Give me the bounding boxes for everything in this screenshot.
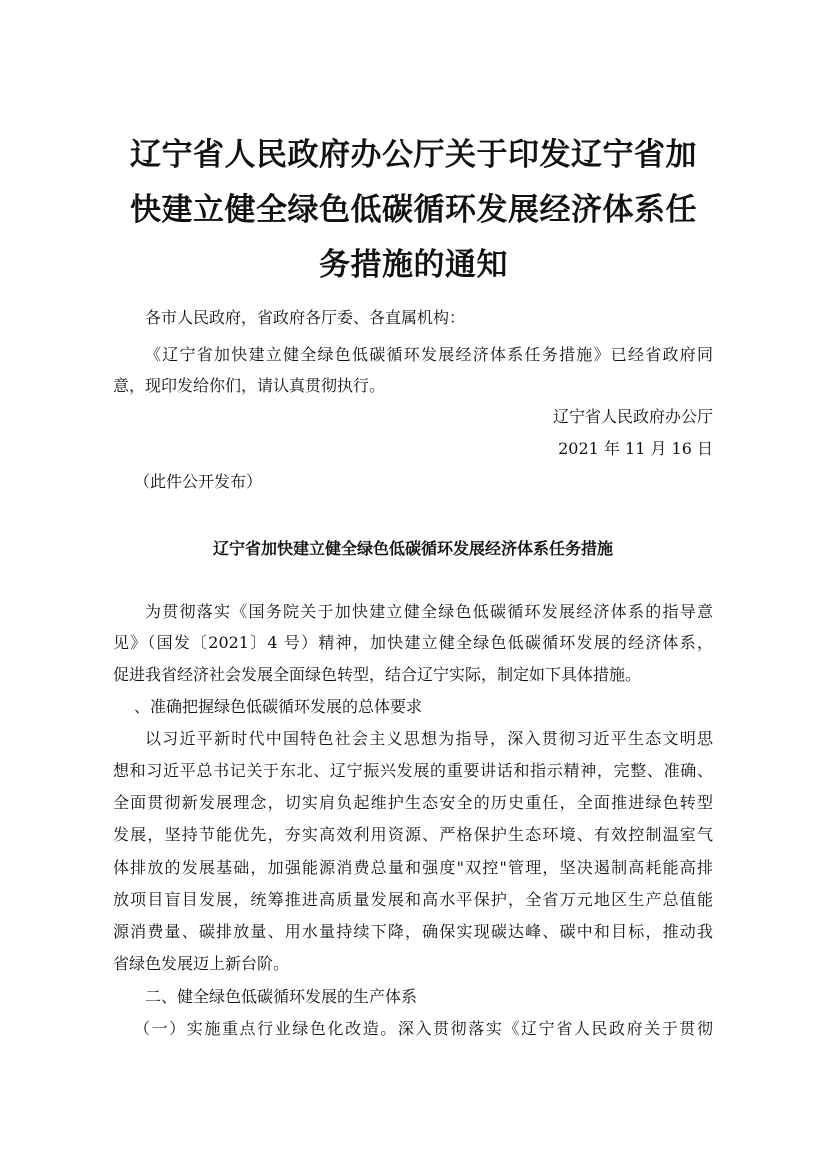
section-1-heading: 、准确把握绿色低碳循环发展的总体要求	[134, 697, 423, 716]
intro-line-2: 见》（国发〔2021〕4 号）精神，加快建立健全绿色低碳循环发展的经济体系，	[113, 633, 713, 652]
section-1-line-1: 以习近平新时代中国特色社会主义思想为指导，深入贯彻习近平生态文明思	[145, 729, 713, 748]
document-title	[110, 128, 717, 293]
title-line-2: 快建立健全绿色低碳循环发展经济体系任	[130, 192, 697, 228]
intro-line-3: 促进我省经济社会发展全面绿色转型，结合辽宁实际，制定如下具体措施。	[113, 665, 642, 684]
title-line-3: 务措施的通知	[319, 247, 508, 283]
section-1-line-7: 源消费量、碳排放量、用水量持续下降，确保实现碳达峰、碳中和目标，推动我	[113, 922, 713, 941]
notice-body-line-2: 意，现印发给你们，请认真贯彻执行。	[113, 376, 386, 395]
section-1-line-3: 全面贯彻新发展理念，切实肩负起维护生态安全的历史重任，全面推进绿色转型	[113, 793, 713, 812]
section-1-line-6: 放项目盲目发展，统筹推进高质量发展和高水平保护，全省万元地区生产总值能	[113, 890, 713, 909]
title-line-1: 辽宁省人民政府办公厅关于印发辽宁省加	[130, 137, 697, 173]
notice-body-line-1: 《辽宁省加快建立健全绿色低碳循环发展经济体系任务措施》已经省政府同	[145, 345, 713, 364]
salutation: 各市人民政府，省政府各厅委、各直属机构：	[145, 308, 466, 327]
section-1-line-4: 发展，坚持节能优先，夯实高效利用资源、严格保护生态环境、有效控制温室气	[113, 825, 713, 844]
measures-subtitle: 辽宁省加快建立健全绿色低碳循环发展经济体系任务措施	[212, 539, 613, 558]
section-1-line-2: 想和习近平总书记关于东北、辽宁振兴发展的重要讲话和指示精神，完整、准确、	[113, 761, 713, 780]
section-2-heading: 二、健全绿色低碳循环发展的生产体系	[145, 987, 418, 1006]
section-1-line-5: 体排放的发展基础，加强能源消费总量和强度"双控"管理，坚决遏制高耗能高排	[113, 858, 713, 877]
issue-date: 2021 年 11 月 16 日	[558, 439, 713, 458]
section-1-line-8: 省绿色发展迈上新台阶。	[113, 954, 290, 973]
section-2-item-1: （一）实施重点行业绿色化改造。深入贯彻落实《辽宁省人民政府关于贯彻	[134, 1019, 713, 1038]
publish-note: （此件公开发布）	[134, 472, 263, 491]
issuer: 辽宁省人民政府办公厅	[552, 407, 713, 426]
intro-line-1: 为贯彻落实《国务院关于加快建立健全绿色低碳循环发展经济体系的指导意	[145, 602, 713, 621]
